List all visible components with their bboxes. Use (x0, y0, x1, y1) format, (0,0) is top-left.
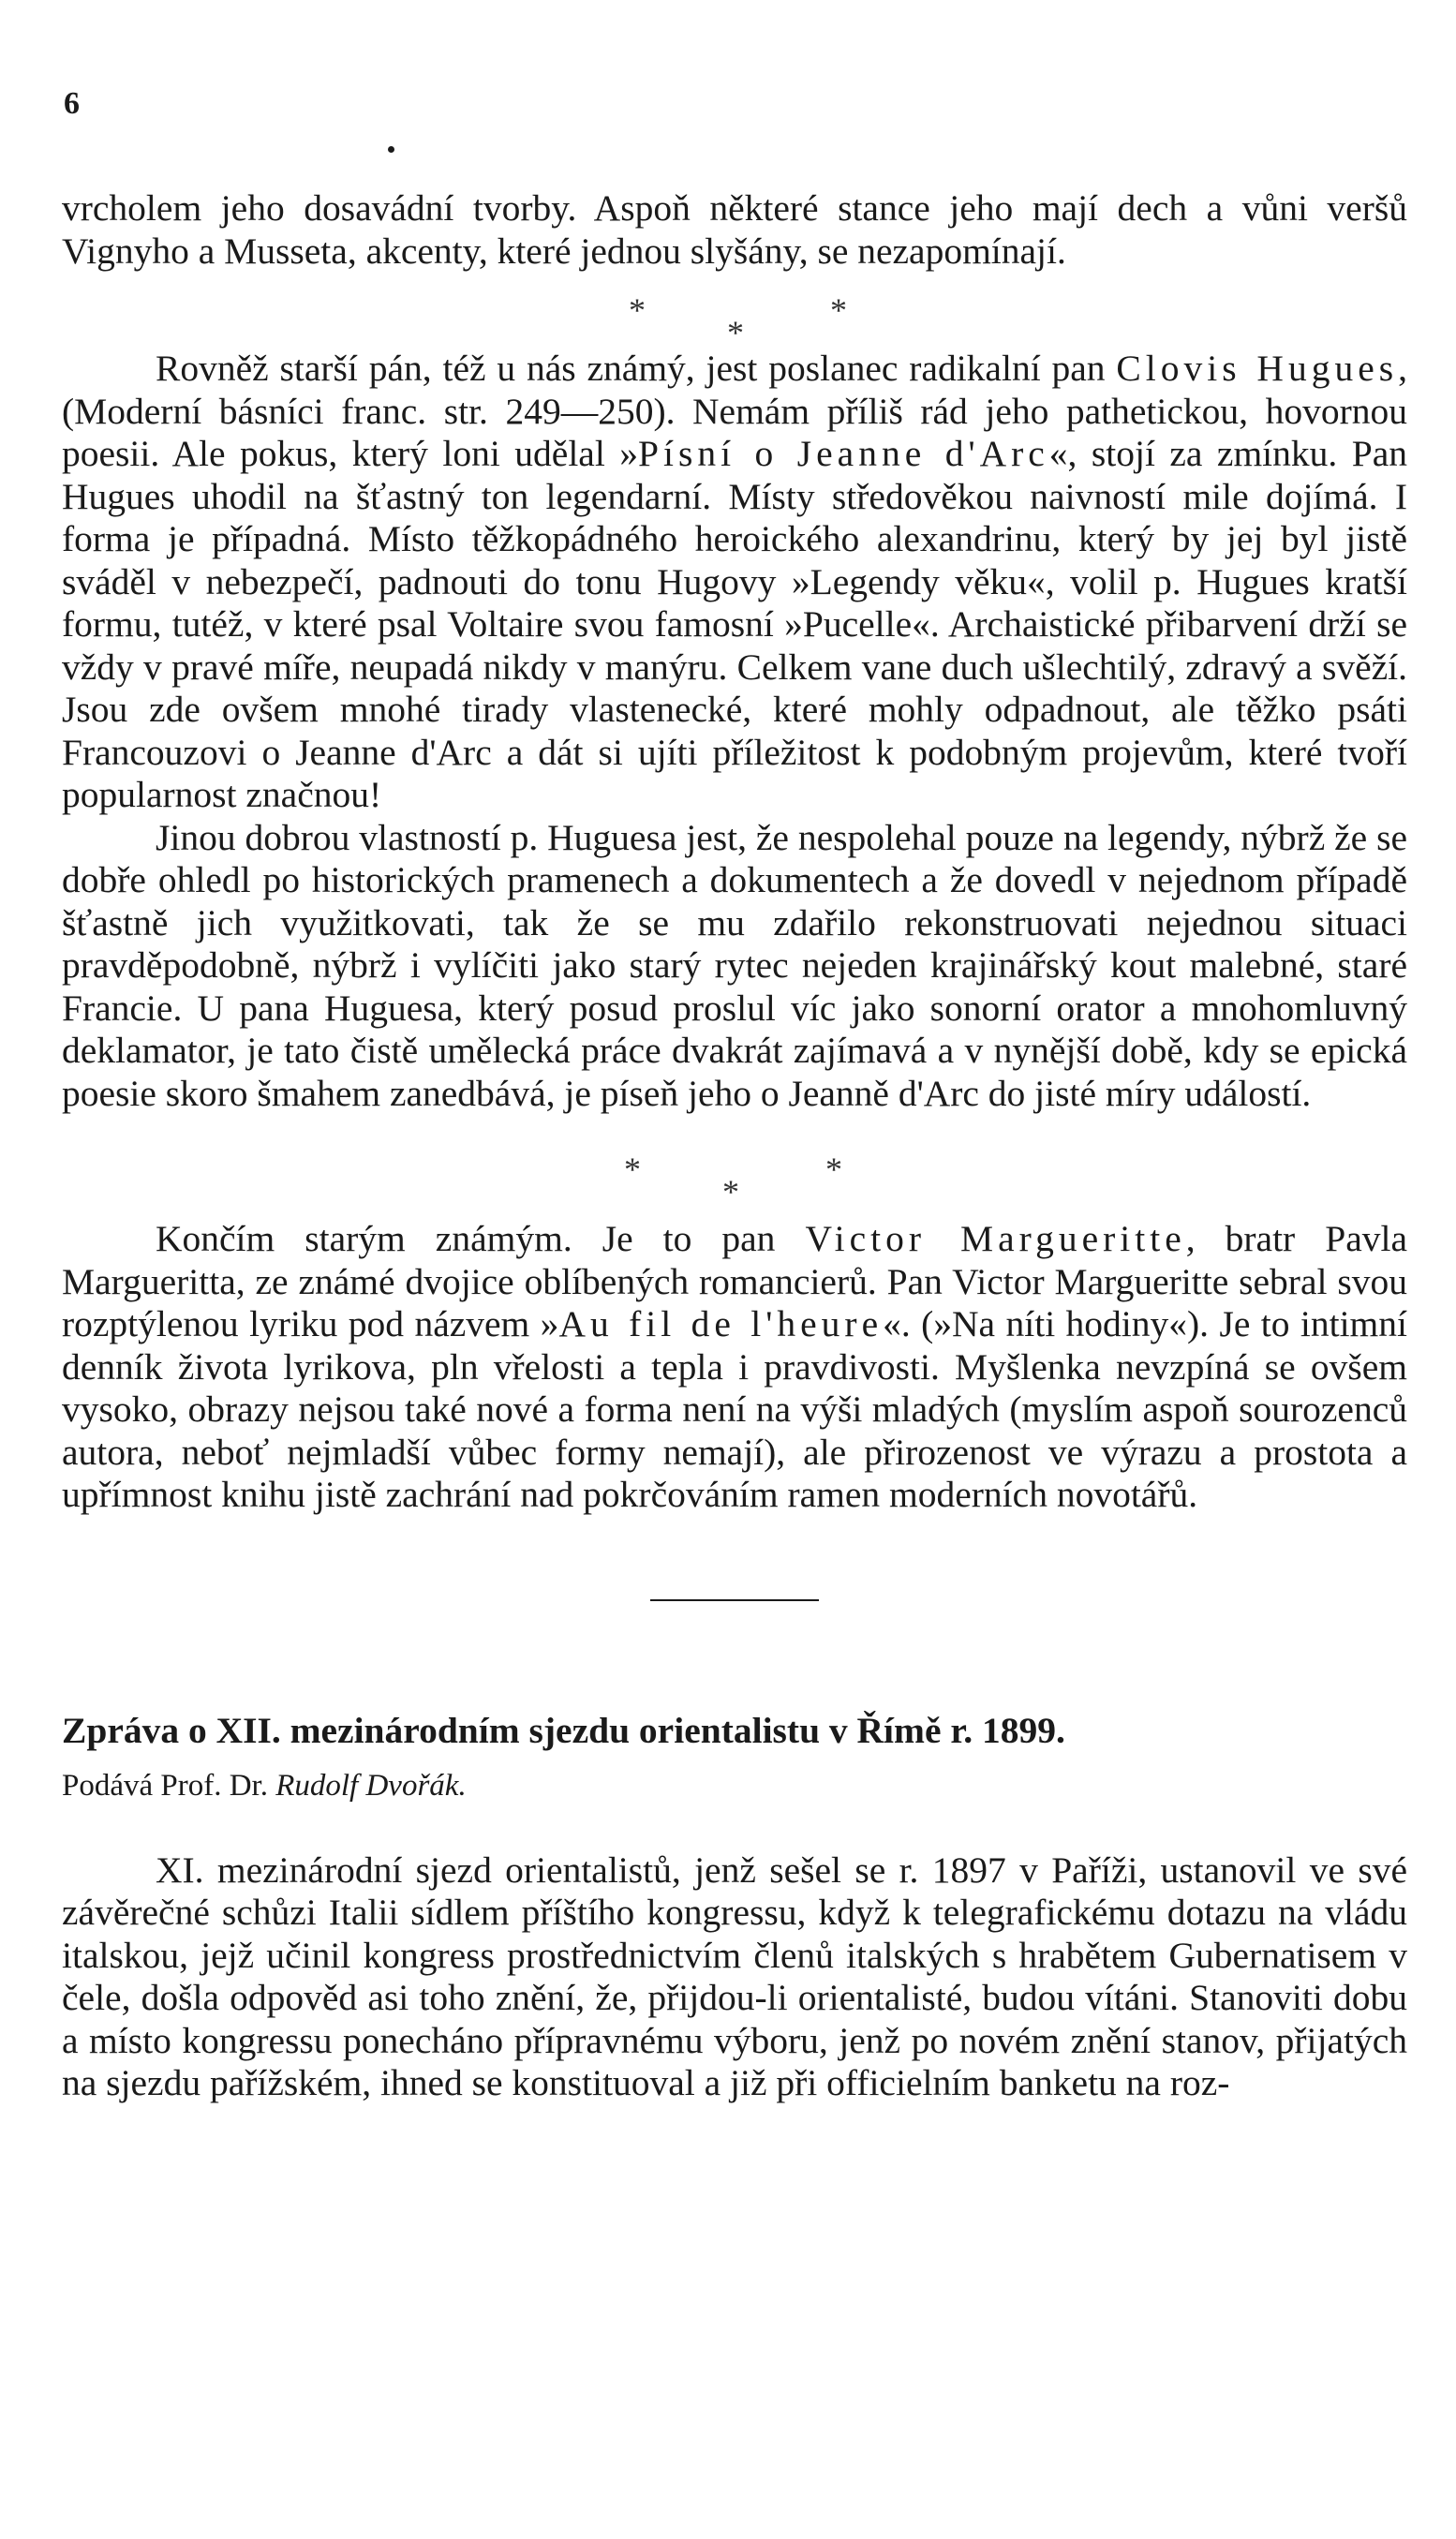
byline-author: Rudolf Dvořák. (275, 1769, 467, 1803)
paragraph-hugues-sources: Jinou dobrou vlastností p. Huguesa jest, že nespolehal pouze na legendy, nýbrž že se dobře ohledl po historických pramenech a dokumentech a že dovedl v nejednom případě šťastně jich využitkovati, tak že se mu zdařilo rekonstruovati nejednou situaci pravděpodobně, nýbrž i vylíčiti jako starý rytec nejeden krajinářský kout malebné, staré Francie. U pana Huguesa, který posud proslul víc jako sonorní orator a mnohomluvný deklamator, je tato čistě umělecká práce dvakrát zajímavá a v nynější době, kdy se epická poesie skoro šmahem zanedbává, je píseň jeho o Jeanně d'Arc do jisté míry událostí. (62, 816, 1407, 1114)
star-1: * (624, 1151, 641, 1188)
author-name-victor-margueritte: Victor Margueritte (805, 1218, 1186, 1259)
text-segment: Rovněž starší pán, též u nás známý, jest poslanec radikalní pan (156, 348, 1117, 389)
text-segment: Končím starým známým. Je to pan (156, 1218, 806, 1259)
paragraph-clovis-hugues (62, 348, 1407, 817)
byline-prefix: Podává Prof. Dr. (62, 1769, 276, 1803)
text-segment: «, stojí za zmínku. Pan Hugues uhodil na šťastný ton legendarní. Místy středověkou naivností mile dojímá. I forma je případná. Místo těžkopádného heroického alexandrinu, který by jej byl jistě sváděl v nebezpečí, padnouti do tonu Hugovy »Legendy věku«, volil p. Hugues kratší formu, tutéž, v které psal Voltaire svou famosní »Pucelle«. Archaistické přibarvení drží se vždy v pravé míře, neupadá nikdy v manýru. Celkem vane duch ušlechtilý, zdravý a svěží. Jsou zde ovšem mnohé tirady vlastenecké, které mohly odpadnout, ale těžko psáti Francouzovi o Jeanne d'Arc a dát si ujíti příležitost k podobným projevům, které tvoří popularnost značnou! (62, 433, 1408, 815)
page-content (62, 187, 1407, 2105)
print-speck (388, 146, 394, 153)
article-heading: Zpráva o XII. mezinárodním sjezdu orientalistu v Římě r. 1899. (62, 1709, 1065, 1751)
star-3: * (830, 291, 847, 329)
star-2: * (722, 1173, 739, 1210)
text-segment: «. (»Na níti hodiny«). Je to intimní denník života lyrikova, pln vřelosti a tepla i pravdivosti. Myšlenka nevzpíná se ovšem vysoko, obrazy nejsou také nové a forma není na výši mladých (myslím aspoň sourozenců autora, neboť nejmladší vůbec formy nemají), ale přirozenost ve výrazu a prostota a upřímnost knihu jistě zachrání nad pokrčováním ramen moderních novotářů. (62, 1303, 1408, 1515)
work-title-au-fil: Au fil de l'heure (558, 1303, 884, 1344)
section-separator-1 (62, 273, 1407, 351)
paragraph-vigny-musset: vrcholem jeho dosavádní tvorby. Aspoň některé stance jeho mají dech a vůni veršů Vignyho a Musseta, akcenty, které jednou slyšány, se nezapomínají. (62, 187, 1407, 272)
paragraph-congress: XI. mezinárodní sjezd orientalistů, jenž sešel se r. 1897 v Paříži, ustanovil ve své závěrečné schůzi Italii sídlem příštího kongressu, když k telegrafickému dotazu na vládu italskou, jejž učinil kongress prostřednictvím členů italských s hrabětem Gubernatisem v čele, došla odpověd asi toho znění, že, přijdou-li orientalisté, budou vítáni. Stanoviti dobu a místo kongressu ponecháno přípravnému výboru, jenž po novém znění stanov, přijatých na sjezdu pařížském, ihned se konstituoval a již při officielním banketu na roz- (62, 1849, 1407, 2103)
article-byline (62, 1765, 1407, 1808)
author-name-clovis-hugues: Clovis Hugues (1116, 348, 1399, 389)
text-segment: , bratr Pavla Margueritta, ze známé dvojice oblíbených romancierů. Pan Victor Margueritte sebral svou rozptýlenou lyriku pod názvem » (62, 1218, 1407, 1344)
star-2: * (727, 314, 744, 351)
section-separator-2 (62, 1115, 1407, 1218)
page-number: 6 (64, 86, 80, 121)
text-segment: , (Moderní básníci franc. str. 249—250). Nemám příliš rád jeho pathetickou, hovornou poesii. Ale pokus, který loni udělal » (62, 348, 1407, 474)
paragraph-margueritte (62, 1218, 1407, 1517)
star-1: * (629, 291, 646, 329)
work-title-jeanne: Písní o Jeanne d'Arc (638, 433, 1049, 474)
star-3: * (825, 1151, 842, 1188)
